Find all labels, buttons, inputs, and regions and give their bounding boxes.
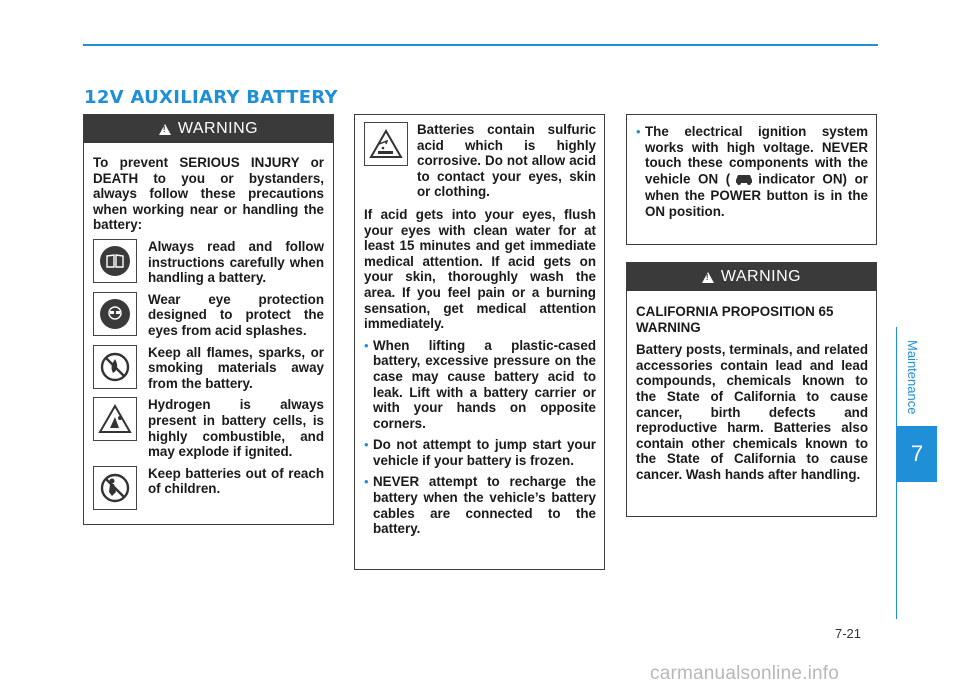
item-text: Always read and follow instructions carefully when handling a battery. — [148, 238, 324, 286]
item-text: Hydrogen is always present in battery cells, is highly combustible, and may explode if ignited. — [148, 397, 324, 460]
ignition-system-box — [626, 114, 877, 245]
prop65-title: CALIFORNIA PROPOSITION 65 WARNING — [636, 304, 834, 335]
watermark: carmanualsonline.info — [650, 663, 840, 684]
bullet-text: The electrical ignition system works with high voltage. NEVER touch these components with the vehicle ON ( indicator ON) or when the POWER button is in the ON position. — [645, 124, 868, 219]
warning-header — [84, 115, 333, 143]
warning-box-right — [626, 262, 877, 517]
page-number: 7-21 — [835, 626, 862, 641]
list-item — [93, 239, 324, 286]
list-item — [93, 292, 324, 339]
bullet-icon: • — [364, 337, 369, 353]
list-item — [364, 474, 596, 536]
acid-first-aid-text: If acid gets into your eyes, flush your eyes with clean water for at least 15 minutes and get immediate medical attention. If acid gets on your skin, thoroughly wash the area. If you feel pain or a burning sensation, get medical attention immediately. — [364, 206, 596, 332]
chapter-label: Maintenance — [905, 340, 920, 415]
ready-indicator-icon — [733, 171, 755, 189]
warning-heading: WARNING — [177, 120, 259, 137]
list-item — [93, 397, 324, 459]
item-text: Wear eye protection designed to protect the eyes from acid splashes. — [148, 291, 324, 338]
no-flames-icon — [93, 345, 137, 389]
list-item — [93, 345, 324, 392]
corrosive-acid-icon — [364, 122, 408, 166]
battery-acid-box — [354, 114, 605, 570]
chapter-tab: 7 — [897, 426, 937, 482]
bullet-icon: • — [636, 124, 641, 139]
bullet-text: Do not attempt to jump start your vehicle if your battery is frozen. — [373, 437, 596, 468]
top-rule — [83, 44, 878, 46]
item-text: Keep all flames, sparks, or smoking materials away from the battery. — [148, 344, 324, 391]
list-item — [364, 122, 596, 200]
list-item — [636, 124, 868, 220]
page-title: 12V AUXILIARY BATTERY — [84, 87, 338, 108]
prop65-body: Battery posts, terminals, and related accessories contain lead and lead compounds, chemicals known to the State of California to cause cancer, birth defects and reproductive harm. Batteries also contain other chemicals known to the State of California to cause cancer. Wash hands after handling. — [636, 342, 868, 482]
list-item — [93, 466, 324, 510]
bullet-icon: • — [364, 437, 369, 453]
list-item — [364, 437, 596, 468]
eye-protection-icon — [93, 292, 137, 336]
manual-book-icon — [93, 239, 137, 283]
bullet-text: NEVER attempt to recharge the battery when the vehicle’s battery cables are connected to the battery. — [373, 474, 596, 537]
keep-away-children-icon — [93, 466, 137, 510]
list-item — [364, 338, 596, 432]
warning-triangle-icon — [159, 124, 171, 135]
explosion-hazard-icon — [93, 397, 137, 441]
warning-heading: WARNING — [720, 268, 802, 285]
acid-warning-text: Batteries contain sulfuric acid which is highly corrosive. Do not allow acid to contact your eyes, skin or clothing. — [417, 122, 596, 200]
bullet-icon: • — [364, 474, 369, 490]
warning-header — [627, 263, 876, 291]
warning-box-left — [83, 114, 334, 525]
warning-intro: To prevent SERIOUS INJURY or DEATH to you or bystanders, always follow these precautions when working near or handling the battery: — [93, 155, 324, 233]
item-text: Keep batteries out of reach of children. — [148, 465, 324, 497]
bullet-text: When lifting a plastic-cased battery, excessive pressure on the case may cause battery acid to leak. Lift with a battery carrier or with your hands on opposite corners. — [373, 337, 596, 431]
warning-triangle-icon — [702, 272, 714, 283]
